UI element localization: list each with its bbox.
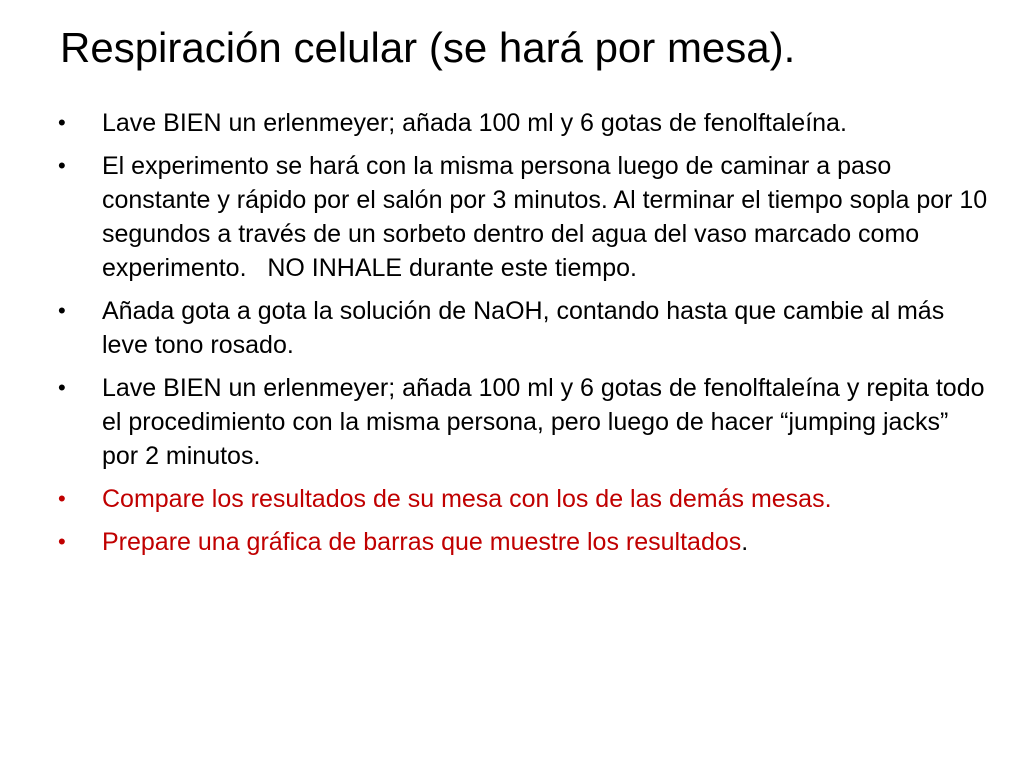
bullet-glyph: • (58, 529, 66, 554)
bullet-glyph: • (58, 375, 66, 400)
bullet-glyph: • (58, 110, 66, 135)
bullet-item (58, 294, 988, 362)
bullet-item (58, 106, 988, 140)
bullet-text: Prepare una gráfica de barras que muestre los resultados (102, 528, 742, 556)
bullet-glyph: • (58, 153, 66, 178)
bullet-item-highlight (58, 482, 988, 516)
bullet-glyph: • (58, 486, 66, 511)
bullet-text: Añada gota a gota la solución de NaOH, contando hasta que cambie al más leve tono rosado. (102, 297, 945, 359)
bullet-item (58, 149, 995, 285)
bullet-text: Lave BIEN un erlenmeyer; añada 100 ml y 6 gotas de fenolftaleína y repita todo el procedimiento con la misma persona, pero luego de hacer “jumping jacks” por 2 minutos. (102, 374, 985, 470)
bullet-list (58, 106, 995, 568)
bullet-text: El experimento se hará con la misma persona luego de caminar a paso constante y rápido por el salón por 3 minutos. Al terminar el tiempo sopla por 10 segundos a través de un sorbeto dentro del agua del vaso marcado como experimento. NO INHALE durante este tiempo. (102, 152, 995, 282)
bullet-text-suffix: . (741, 528, 749, 556)
bullet-text: Compare los resultados de su mesa con los de las demás mesas. (102, 485, 832, 513)
bullet-text: Lave BIEN un erlenmeyer; añada 100 ml y 6 gotas de fenolftaleína. (102, 109, 847, 137)
bullet-item (58, 371, 988, 473)
bullet-item-highlight (58, 525, 988, 559)
slide-title: Respiración celular (se hará por mesa). (60, 24, 796, 71)
bullet-glyph: • (58, 298, 66, 323)
